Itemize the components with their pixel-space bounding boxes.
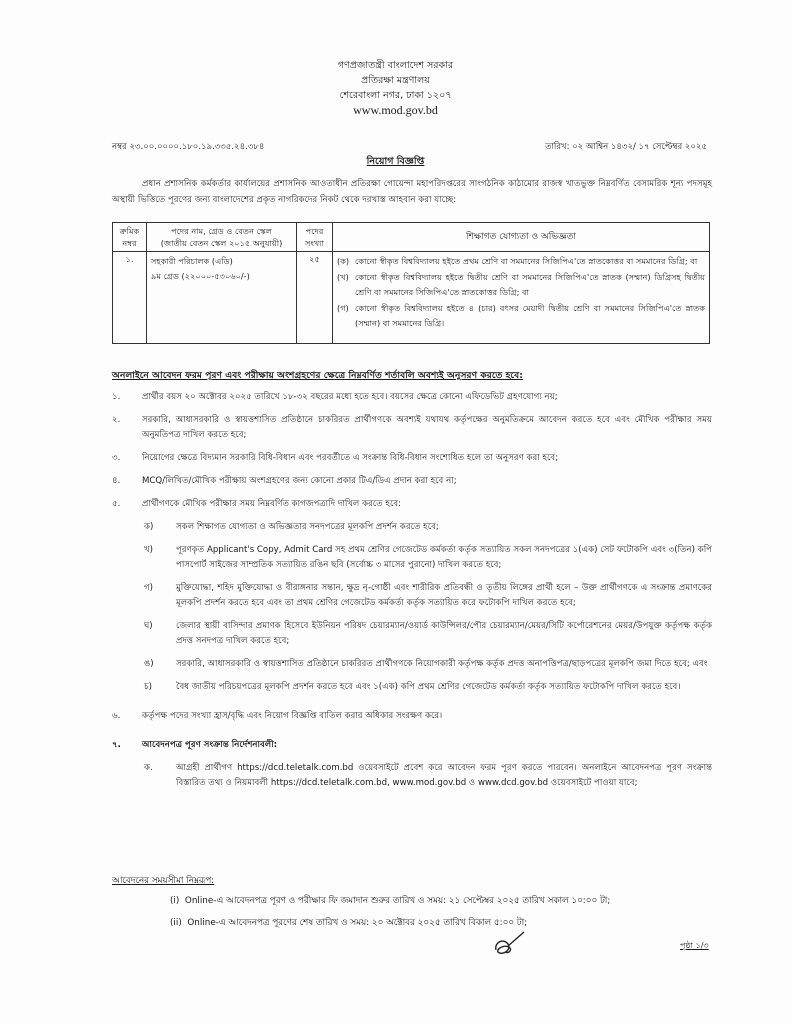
instruction-item: ক. আগ্রহী প্রার্থীগণ https://dcd.teletalk.com.bd ওয়েবসাইটে প্রবেশ করে আবেদন ফরম পূরণ করতে পারবেন। অনলাইনে আবেদনপত্র পূরণ সংক্রান্ত বিস্তারিত তথ্য ও নিয়মাবলী https://dcd.teletalk.com.bd, www.mod.gov.bd ও www.dcd.gov.bd ওয়েবসাইটে পাওয়া যাবে;	[144, 763, 712, 788]
document-item: গ) মুক্তিযোদ্ধা, শহিদ মুক্তিযোদ্ধা ও বীরাঙ্গনার সন্তান, ক্ষুদ্র নৃ-গোষ্ঠী এবং শারীরিক প্রতিবন্ধী ও তৃতীয় লিঙ্গের প্রার্থী হলে – উক্ত প্রার্থীগণকে এ সংক্রান্ত প্রমাণকের মূলকপি প্রদর্শন করতে হবে এবং তা প্রথম শ্রেণির গেজেটেড কর্মকর্তা কর্তৃক সত্যায়িত করে ফটোকপি দাখিল করতে হবে;	[144, 583, 712, 608]
deadline-item: (i) Online-এ আবেদনপত্র পূরণ ও পরীক্ষার ফি জমাদান শুরুর তারিখ ও সময়: ২১ সেপ্টেম্বর ২০২৫ তারিখ সকাল ১০:০০ টা;	[170, 896, 611, 906]
condition-item: ৪. MCQ/লিখিত/মৌখিক পরীক্ষায় অংশগ্রহণের জন্য কোনো প্রকার টিএ/ডিএ প্রদান করা হবে না;	[112, 476, 457, 486]
document-item: চ) বৈধ জাতীয় পরিচয়পত্রের মূলকপি প্রদর্শন করতে হবে এবং ১(এক) কপি প্রথম শ্রেণির গেজেটেড কর্মকর্তা কর্তৃক সত্যায়িত ফটোকপি দাখিল করতে হবে।	[144, 682, 681, 692]
signature-icon	[490, 930, 530, 960]
qualification-item: (খ) কোনো স্বীকৃত বিশ্ববিদ্যালয় হইতে দ্বিতীয় শ্রেণি বা সমমানের সিজিপিএ'তে স্নাতক (সম্মান) ডিগ্রিসহ দ্বিতীয় শ্রেণি বা সমমানের সিজিপিএ'তে স্নাতকোত্তর ডিগ্রি; বা	[337, 272, 705, 297]
table-header-row	[113, 223, 710, 252]
condition-item-7: ৭. আবেদনপত্র পূরণ সংক্রান্ত নির্দেশনাবলী:	[112, 740, 278, 750]
reference-line	[112, 140, 707, 154]
conditions-title: অনলাইনে আবেদন ফরম পূরণ এবং পরীক্ষায় অংশগ্রহণের ক্ষেত্রে নিম্নবর্ণিত শর্তাবলি অবশ্যই অনুসরণ করতে হবে:	[112, 370, 523, 381]
deadline-item: (ii) Online-এ আবেদনপত্র পূরণের শেষ তারিখ ও সময়: ২০ অক্টোবর ২০২৫ তারিখ বিকাল ৫:০০ টা;	[170, 918, 528, 928]
table-row	[113, 252, 710, 344]
govt-name: গণপ্রজাতন্ত্রী বাংলাদেশ সরকার	[337, 60, 454, 71]
ministry-name: প্রতিরক্ষা মন্ত্রণালয়	[361, 75, 430, 86]
notice-date: তারিখ: ০২ আশ্বিন ১৪৩২/ ১৭ সেপ্টেম্বর ২০২৫	[545, 142, 707, 152]
posts-table	[112, 222, 710, 344]
deadline-title: আবেদনের সময়সীমা নিম্নরূপ:	[112, 876, 215, 886]
row-serial: ১.	[113, 252, 147, 344]
header-serial: ক্রমিক নম্বর	[113, 223, 147, 252]
post-name: সহকারী পরিচালক (এডি)	[151, 256, 233, 266]
condition-item: ১. প্রার্থীর বয়স ২০ অক্টোবর ২০২৫ তারিখে ১৮-৩২ বছরের মধ্যে হতে হবে। বয়সের ক্ষেত্রে কোনো এফিডেভিট গ্রহণযোগ্য নয়;	[112, 392, 558, 402]
memo-number: নম্বর ২৩.০০.০০০০.১৮০.১৯.৩৩৫.২৪.৩৮৪	[112, 142, 265, 152]
address: শেরেবাংলা নগর, ঢাকা ১২০৭	[339, 90, 452, 101]
header-post: পদের নাম, গ্রেড ও বেতন স্কেল (জাতীয় বেতন স্কেল ২০১৫ অনুযায়ী)	[147, 223, 297, 252]
page-number: পৃষ্ঠা ১/৩	[680, 941, 709, 950]
qualification-item: (গ) কোনো স্বীকৃত বিশ্ববিদ্যালয় হইতে ৪ (চার) বৎসর মেয়াদী দ্বিতীয় শ্রেণি বা সমমানের সিজিপিএ'তে স্নাতক (সম্মান) বা সমমানের ডিগ্রি।	[337, 303, 705, 328]
post-grade: ৯ম গ্রেড (২২০০০-৫৩০৬০/-)	[151, 271, 250, 281]
row-post	[147, 252, 297, 344]
intro-paragraph: প্রধান প্রশাসনিক কর্মকর্তার কার্যালয়ের প্রশাসনিক আওতাধীন প্রতিরক্ষা গোয়েন্দা মহাপরিদপ্তরের সাংগঠনিক কাঠামোর রাজস্ব খাতভুক্ত নিম্নবর্ণিত বেসামরিক শূন্য পদসমূহ অস্থায়ী ভিত্তিতে পূরণের জন্য বাংলাদেশের প্রকৃত নাগরিকদের নিকট থেকে দরখাস্ত আহবান করা যাচ্ছে:	[112, 179, 712, 205]
row-count: ২৫	[297, 252, 333, 344]
row-qualifications	[333, 252, 710, 344]
header-qualification: শিক্ষাগত যোগ্যতা ও অভিজ্ঞতা	[333, 223, 710, 252]
condition-item: ২. সরকারি, আধাসরকারি ও স্বায়ত্তশাসিত প্রতিষ্ঠানে চাকরিরত প্রার্থীগণকে অবশ্যই যথাযথ কর্তৃপক্ষের অনুমতিক্রমে আবেদন করতে হবে এবং মৌখিক পরীক্ষার সময় অনুমতিপত্র দাখিল করতে হবে;	[112, 415, 712, 440]
letterhead	[0, 58, 791, 118]
website-link[interactable]: www.mod.gov.bd	[353, 103, 438, 117]
notice-title: নিয়োগ বিজ্ঞপ্তি	[366, 156, 425, 167]
condition-item: ৫. প্রার্থীগণকে মৌখিক পরীক্ষার সময় নিম্নবর্ণিত কাগজপত্রাদি দাখিল করতে হবে:	[112, 499, 402, 509]
condition-item-6: ৬. কর্তৃপক্ষ পদের সংখ্যা হ্রাস/বৃদ্ধি এবং নিয়োগ বিজ্ঞপ্তি বাতিল করার অধিকার সংরক্ষণ করে।	[112, 711, 443, 721]
document-item: খ) পূরণকৃত Applicant's Copy, Admit Card সহ প্রথম শ্রেণির গেজেটেড কর্মকর্তা কর্তৃক সত্যায়িত সকল সনদপত্রের ১(এক) সেট ফটোকপি এবং ৩(তিন) কপি পাসপোর্ট সাইজের সাম্প্রতিক সত্যায়িত রঙিন ছবি (সর্বোচ্চ ৩ মাসের পুরানো) দাখিল করতে হবে;	[144, 545, 712, 570]
document-item: ক) সকল শিক্ষাগত যোগ্যতা ও অভিজ্ঞতার সনদপত্রের মূলকপি প্রদর্শন করতে হবে;	[144, 522, 439, 532]
document-item: ঙ) সরকারি, আধাসরকারি ও স্বায়ত্তশাসিত প্রতিষ্ঠানে চাকরিরত প্রার্থীগণকে নিয়োগকারী কর্তৃপক্ষ কর্তৃক প্রদত্ত অনাপত্তিপত্র/ছাড়পত্রের মূলকপি জমা দিতে হবে; এবং	[144, 659, 708, 669]
header-count: পদের সংখ্যা	[297, 223, 333, 252]
condition-item: ৩. নিয়োগের ক্ষেত্রে বিদ্যমান সরকারি বিধি-বিধান এবং পরবর্তীতে এ সংক্রান্ত বিধি-বিধান সংশোধিত হলে তা অনুসরণ করা হবে;	[112, 453, 559, 463]
qualification-item: (ক) কোনো স্বীকৃত বিশ্ববিদ্যালয় হইতে প্রথম শ্রেণি বা সমমানের সিজিপিএ'তে স্নাতকোত্তর বা সমমানের ডিগ্রি; বা	[337, 256, 698, 266]
conditions-list	[112, 390, 712, 791]
document-item: ঘ) জেলার স্থায়ী বাসিন্দার প্রমাণক হিসেবে ইউনিয়ন পরিষদ চেয়ারম্যান/ওয়ার্ড কাউন্সিলর/পৌর চেয়ারম্যান/মেয়র/সিটি কর্পোরেশনের মেয়র/উপযুক্ত কর্তৃপক্ষ কর্তৃক প্রদত্ত সনদপত্র দাখিল করতে হবে;	[144, 621, 712, 646]
